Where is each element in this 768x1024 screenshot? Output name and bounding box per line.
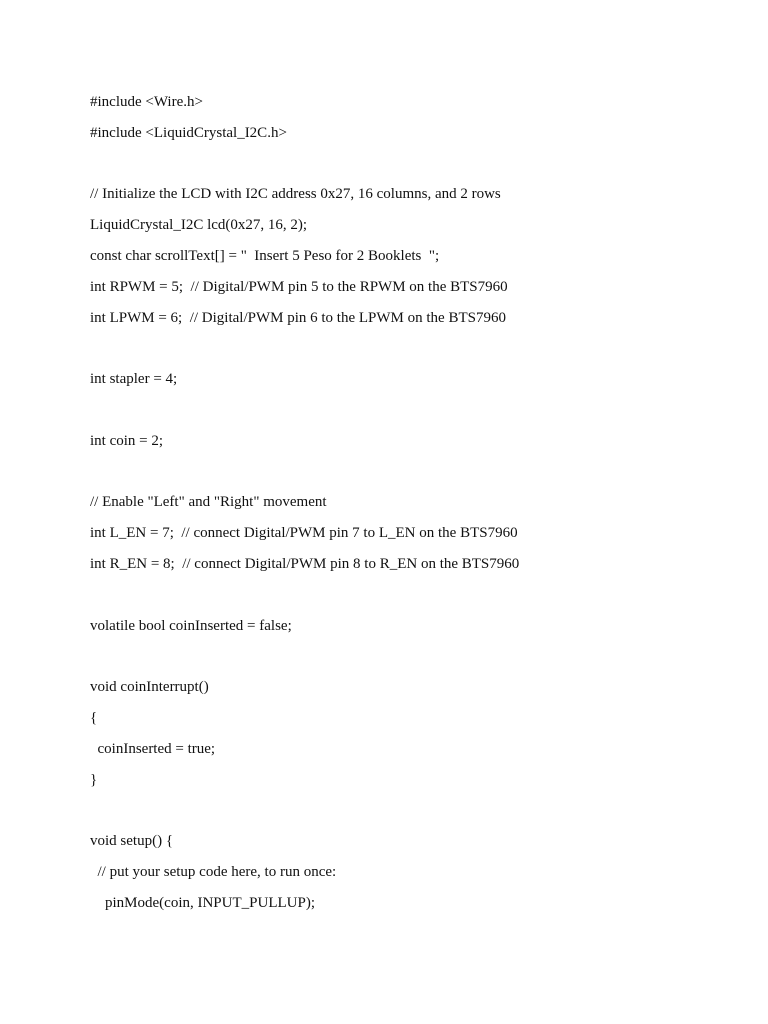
blank-line [90,395,519,426]
code-line: volatile bool coinInserted = false; [90,617,292,634]
code-line: LiquidCrystal_I2C lcd(0x27, 16, 2); [90,217,308,234]
blank-line [90,580,519,611]
code-line: #include <LiquidCrystal_I2C.h> [90,124,287,141]
code-line: { [90,709,98,726]
code-listing [90,87,519,919]
code-line: void coinInterrupt() [90,679,209,696]
code-line: #include <Wire.h> [90,94,203,110]
code-line: } [90,771,98,788]
code-line: int R_EN = 8; // connect Digital/PWM pin 8 to R_EN on the BTS7960 [90,555,520,572]
code-line: void setup() { [90,833,174,850]
code-line: int LPWM = 6; // Digital/PWM pin 6 to the LPWM on the BTS7960 [90,309,506,326]
code-line: pinMode(coin, INPUT_PULLUP); [90,894,315,911]
code-line: coinInserted = true; [90,740,216,757]
code-line: int stapler = 4; [90,371,178,388]
code-line: // Initialize the LCD with I2C address 0x27, 16 columns, and 2 rows [90,186,501,203]
code-line: int coin = 2; [90,432,164,449]
code-line: // Enable "Left" and "Right" movement [90,494,327,511]
code-line: int RPWM = 5; // Digital/PWM pin 5 to the RPWM on the BTS7960 [90,278,508,295]
code-line: int L_EN = 7; // connect Digital/PWM pin 7 to L_EN on the BTS7960 [90,525,518,542]
blank-line [90,457,519,488]
blank-line [90,333,519,364]
blank-line [90,641,519,672]
blank-line [90,149,519,180]
code-line: const char scrollText[] = " Insert 5 Peso for 2 Booklets "; [90,247,440,264]
code-line: // put your setup code here, to run once: [90,863,337,880]
blank-line [90,795,519,826]
